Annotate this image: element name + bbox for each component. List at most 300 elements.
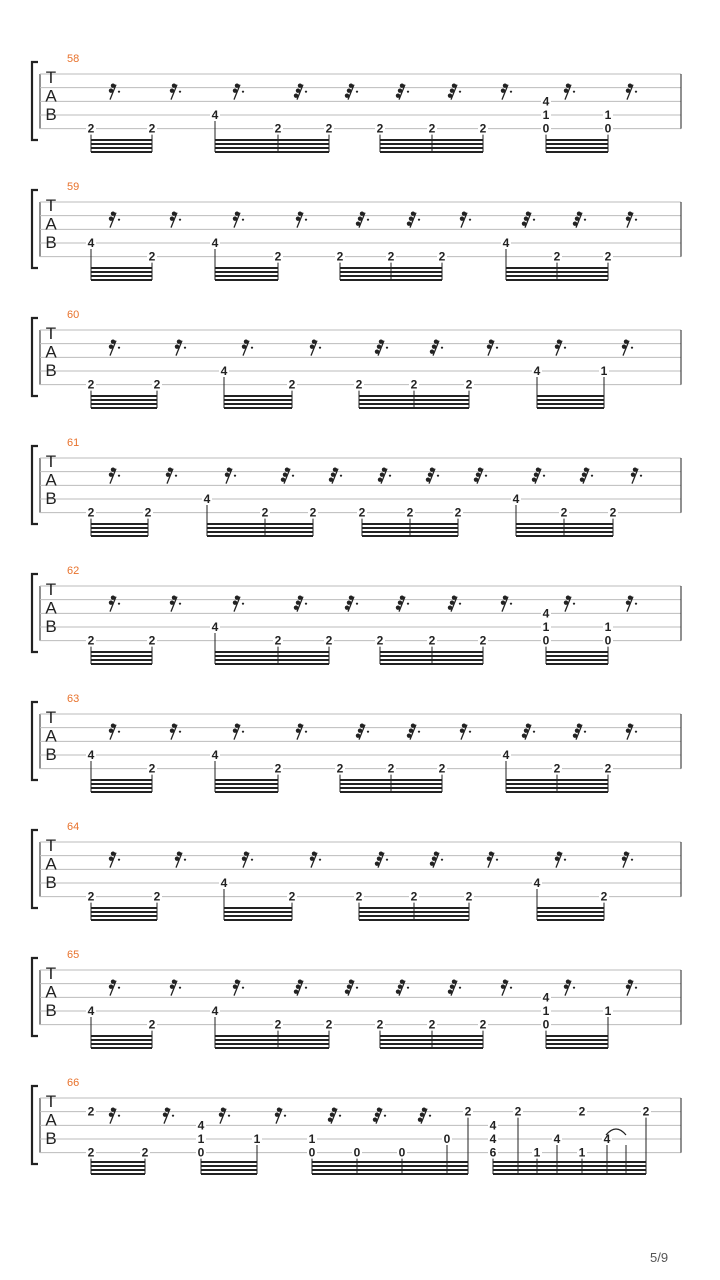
rest-augmentation-dot [242,219,244,221]
rest-augmentation-dot [118,603,120,605]
fret-number: 4 [220,364,228,379]
rest-augmentation-dot [564,347,566,349]
tab-system [32,949,681,1048]
fret-number: 2 [87,633,95,648]
rest-augmentation-dot [339,1115,341,1117]
fret-number: 2 [274,761,282,776]
rest-augmentation-dot [573,603,575,605]
rest-dot-head [522,221,526,225]
fret-number: 1 [197,1132,205,1147]
rest-augmentation-dot [635,603,637,605]
measure-number: 58 [67,53,80,65]
rest-augmentation-dot [284,1115,286,1117]
fret-number: 2 [387,761,395,776]
tab-clef-letter: B [45,361,57,380]
rest-augmentation-dot [485,475,487,477]
rest-augmentation-dot [386,347,388,349]
sixteenth-rest-icon [448,979,461,995]
fret-number: 4 [533,876,541,891]
measure-number: 65 [67,949,80,961]
fret-number: 1 [604,1004,612,1019]
fret-number: 2 [274,1017,282,1032]
rest-augmentation-dot [179,91,181,93]
rest-augmentation-dot [510,603,512,605]
system-brace-icon [32,190,38,268]
fret-number: 4 [553,1132,561,1147]
tab-clef-letter: T [45,324,57,343]
sixteenth-rest-icon [175,851,186,867]
rest-augmentation-dot [533,219,535,221]
rest-augmentation-dot [635,219,637,221]
measure-number: 64 [67,821,80,833]
sixteenth-rest-icon [109,595,120,611]
tab-clef-letter: T [45,964,57,983]
fret-number: 2 [376,1017,384,1032]
rest-augmentation-dot [305,731,307,733]
sixteenth-rest-icon [532,467,545,483]
fret-number: 0 [542,633,550,648]
sixteenth-rest-icon [294,83,307,99]
fret-number: 2 [464,1104,472,1119]
measure-number: 66 [67,1077,80,1089]
sixteenth-rest-icon [501,979,512,995]
rest-augmentation-dot [631,859,633,861]
fret-number: 4 [542,94,550,109]
tab-system [32,181,681,280]
fret-number: 2 [148,633,156,648]
tab-system [32,821,681,920]
rest-augmentation-dot [184,859,186,861]
fret-number: 4 [489,1118,497,1133]
rest-augmentation-dot [418,731,420,733]
rest-dot-head [375,349,379,353]
fret-number: 2 [604,249,612,264]
sixteenth-rest-icon [233,595,244,611]
rest-dot-head [294,605,298,609]
sixteenth-rest-icon [109,467,120,483]
sixteenth-rest-icon [622,851,633,867]
tab-clef-letter: A [45,1110,57,1130]
rest-augmentation-dot [118,475,120,477]
rest-augmentation-dot [573,91,575,93]
tab-clef-letter: T [45,708,57,727]
tab-clef-letter: T [45,196,57,215]
fret-number: 4 [542,990,550,1005]
rest-dot-head [378,477,382,481]
fret-number: 1 [604,620,612,635]
sixteenth-rest-icon [170,723,181,739]
sixteenth-rest-icon [109,723,120,739]
fret-number: 2 [465,377,473,392]
tab-clef-letter: A [45,470,57,490]
fret-number: 1 [542,108,550,123]
rest-augmentation-dot [407,987,409,989]
system-brace-icon [32,958,38,1036]
rest-dot-head [522,733,526,737]
rest-augmentation-dot [292,475,294,477]
fret-number: 2 [87,1104,95,1119]
tab-clef-letter: A [45,726,57,746]
sixteenth-rest-icon [294,979,307,995]
rest-augmentation-dot [437,475,439,477]
fret-number: 1 [308,1132,316,1147]
sixteenth-rest-icon [396,979,409,995]
rest-dot-head [329,477,333,481]
sixteenth-rest-icon [281,467,294,483]
tab-clef-letter: B [45,233,57,252]
rest-augmentation-dot [418,219,420,221]
fret-number: 2 [410,889,418,904]
rest-dot-head [426,477,430,481]
rest-augmentation-dot [184,347,186,349]
rest-dot-head [430,349,434,353]
tab-system [32,1077,681,1174]
sixteenth-rest-icon [373,1107,386,1123]
tab-clef-letter: A [45,598,57,618]
rest-augmentation-dot [179,987,181,989]
rest-dot-head [396,989,400,993]
fret-number: 4 [211,1004,219,1019]
sixteenth-rest-icon [175,339,186,355]
fret-number: 4 [87,236,95,251]
tab-clef-letter: B [45,105,57,124]
sixteenth-rest-icon [430,851,443,867]
fret-number: 0 [604,633,612,648]
tab-clef-letter: T [45,452,57,471]
sixteenth-rest-icon [626,83,637,99]
tab-clef-letter: B [45,1129,57,1148]
sixteenth-rest-icon [170,211,181,227]
measure-number: 63 [67,693,80,705]
sixteenth-rest-icon [233,979,244,995]
fret-number: 2 [274,121,282,136]
fret-number: 4 [211,748,219,763]
fret-number: 4 [211,108,219,123]
rest-dot-head [356,221,360,225]
fret-number: 2 [141,1145,149,1160]
sixteenth-rest-icon [407,723,420,739]
sixteenth-rest-icon [109,851,120,867]
fret-number: 4 [220,876,228,891]
rest-augmentation-dot [389,475,391,477]
fret-number: 2 [153,377,161,392]
fret-number: 2 [604,761,612,776]
sixteenth-rest-icon [328,1107,341,1123]
fret-number: 4 [203,492,211,507]
fret-number: 2 [87,377,95,392]
fret-number: 2 [376,121,384,136]
fret-number: 2 [553,249,561,264]
rest-augmentation-dot [533,731,535,733]
rest-augmentation-dot [407,91,409,93]
sixteenth-rest-icon [356,211,369,227]
rest-augmentation-dot [118,1115,120,1117]
rest-dot-head [294,989,298,993]
fret-number: 2 [87,121,95,136]
fret-number: 2 [336,249,344,264]
rest-augmentation-dot [242,987,244,989]
sixteenth-rest-icon [225,467,236,483]
sixteenth-rest-icon [109,1107,120,1123]
rest-augmentation-dot [305,91,307,93]
fret-number: 0 [308,1145,316,1160]
fret-number: 2 [428,1017,436,1032]
rest-augmentation-dot [175,475,177,477]
fret-number: 2 [288,377,296,392]
fret-number: 2 [479,633,487,648]
sixteenth-rest-icon [310,851,321,867]
sixteenth-rest-icon [626,211,637,227]
sixteenth-rest-icon [345,979,358,995]
sixteenth-rest-icon [163,1107,174,1123]
tab-clef-letter: T [45,580,57,599]
sixteenth-rest-icon [170,595,181,611]
sixteenth-rest-icon [631,467,642,483]
tab-clef-letter: A [45,86,57,106]
rest-dot-head [573,733,577,737]
fret-number: 2 [578,1104,586,1119]
fret-number: 4 [512,492,520,507]
rest-augmentation-dot [118,91,120,93]
fret-number: 2 [438,249,446,264]
fret-number: 4 [211,620,219,635]
rest-augmentation-dot [635,731,637,733]
fret-number: 2 [274,249,282,264]
fret-number: 2 [387,249,395,264]
rest-augmentation-dot [384,1115,386,1117]
tab-clef-letter: T [45,68,57,87]
sixteenth-rest-icon [430,339,443,355]
rest-augmentation-dot [242,91,244,93]
rest-augmentation-dot [118,859,120,861]
system-brace-icon [32,62,38,140]
rest-augmentation-dot [573,987,575,989]
fret-number: 2 [153,889,161,904]
fret-number: 4 [87,1004,95,1019]
rest-augmentation-dot [635,91,637,93]
fret-number: 2 [288,889,296,904]
fret-number: 2 [358,505,366,520]
rest-dot-head [407,733,411,737]
rest-augmentation-dot [429,1115,431,1117]
fret-number: 0 [398,1145,406,1160]
fret-number: 2 [148,761,156,776]
fret-number: 2 [438,761,446,776]
sixteenth-rest-icon [564,83,575,99]
fret-number: 2 [428,121,436,136]
rest-augmentation-dot [386,859,388,861]
system-brace-icon [32,318,38,396]
fret-number: 4 [502,236,510,251]
rest-dot-head [407,221,411,225]
sixteenth-rest-icon [626,595,637,611]
rest-augmentation-dot [118,219,120,221]
fret-number: 1 [604,108,612,123]
rest-augmentation-dot [118,987,120,989]
fret-number: 1 [578,1145,586,1160]
rest-augmentation-dot [179,219,181,221]
rest-augmentation-dot [510,91,512,93]
rest-dot-head [396,605,400,609]
sixteenth-rest-icon [573,211,586,227]
fret-number: 0 [443,1132,451,1147]
sixteenth-rest-icon [109,83,120,99]
fret-number: 4 [533,364,541,379]
rest-augmentation-dot [319,347,321,349]
rest-dot-head [345,93,349,97]
sixteenth-rest-icon [242,339,253,355]
sixteenth-rest-icon [474,467,487,483]
rest-augmentation-dot [340,475,342,477]
rest-augmentation-dot [496,347,498,349]
tab-system [32,565,681,664]
sixteenth-rest-icon [345,83,358,99]
sixteenth-rest-icon [329,467,342,483]
tab-system [32,53,681,152]
rest-augmentation-dot [591,475,593,477]
fret-number: 0 [542,121,550,136]
rest-augmentation-dot [305,603,307,605]
tab-clef-letter: A [45,214,57,234]
fret-number: 2 [148,1017,156,1032]
system-brace-icon [32,830,38,908]
rest-augmentation-dot [172,1115,174,1117]
fret-number: 1 [533,1145,541,1160]
fret-number: 2 [376,633,384,648]
sixteenth-rest-icon [233,723,244,739]
rest-dot-head [294,93,298,97]
sixteenth-rest-icon [626,723,637,739]
tab-clef-letter: A [45,854,57,874]
rest-augmentation-dot [242,603,244,605]
rest-augmentation-dot [459,987,461,989]
sixteenth-rest-icon [375,851,388,867]
sixteenth-rest-icon [622,339,633,355]
rest-augmentation-dot [179,731,181,733]
sixteenth-rest-icon [396,83,409,99]
tab-clef-letter: B [45,873,57,892]
fret-number: 2 [261,505,269,520]
fret-number: 2 [148,249,156,264]
rest-augmentation-dot [228,1115,230,1117]
sixteenth-rest-icon [564,979,575,995]
tab-clef-letter: B [45,489,57,508]
rest-augmentation-dot [469,731,471,733]
fret-number: 2 [325,121,333,136]
tab-system [32,309,681,408]
sixteenth-rest-icon [233,211,244,227]
fret-number: 2 [465,889,473,904]
rest-augmentation-dot [356,91,358,93]
fret-number: 2 [406,505,414,520]
rest-dot-head [474,477,478,481]
rest-dot-head [418,1117,422,1121]
rest-dot-head [580,477,584,481]
fret-number: 2 [553,761,561,776]
rest-augmentation-dot [251,859,253,861]
sixteenth-rest-icon [448,595,461,611]
fret-number: 1 [542,1004,550,1019]
sixteenth-rest-icon [170,979,181,995]
rest-augmentation-dot [356,603,358,605]
rest-augmentation-dot [564,859,566,861]
sixteenth-rest-icon [356,723,369,739]
rest-augmentation-dot [179,603,181,605]
fret-number: 2 [454,505,462,520]
fret-number: 2 [479,1017,487,1032]
fret-number: 4 [502,748,510,763]
fret-number: 2 [325,1017,333,1032]
rest-augmentation-dot [356,987,358,989]
sixteenth-rest-icon [501,83,512,99]
rest-dot-head [328,1117,332,1121]
fret-number: 0 [197,1145,205,1160]
rest-augmentation-dot [118,347,120,349]
sixteenth-rest-icon [296,211,307,227]
rest-augmentation-dot [305,219,307,221]
rest-augmentation-dot [631,347,633,349]
rest-dot-head [345,989,349,993]
sixteenth-rest-icon [448,83,461,99]
rest-dot-head [448,605,452,609]
fret-number: 4 [211,236,219,251]
tab-clef-letter: A [45,982,57,1002]
rest-dot-head [532,477,536,481]
fret-number: 2 [514,1104,522,1119]
sixteenth-rest-icon [396,595,409,611]
measure-number: 60 [67,309,80,321]
rest-augmentation-dot [510,987,512,989]
tab-clef-letter: A [45,342,57,362]
page-number: 5/9 [650,1250,669,1265]
fret-number: 2 [325,633,333,648]
sixteenth-rest-icon [109,339,120,355]
rest-dot-head [356,733,360,737]
fret-number: 2 [355,889,363,904]
rest-augmentation-dot [640,475,642,477]
fret-number: 1 [253,1132,261,1147]
sixteenth-rest-icon [555,339,566,355]
sixteenth-rest-icon [310,339,321,355]
fret-number: 2 [410,377,418,392]
tab-clef-letter: T [45,836,57,855]
sixteenth-rest-icon [166,467,177,483]
rest-augmentation-dot [367,219,369,221]
sixteenth-rest-icon [219,1107,230,1123]
sixteenth-rest-icon [345,595,358,611]
rest-augmentation-dot [543,475,545,477]
sixteenth-rest-icon [573,723,586,739]
rest-dot-head [448,989,452,993]
tab-clef-letter: B [45,745,57,764]
rest-augmentation-dot [584,731,586,733]
rest-augmentation-dot [441,859,443,861]
rest-augmentation-dot [469,219,471,221]
tab-clef-letter: B [45,1001,57,1020]
system-brace-icon [32,1086,38,1164]
fret-number: 2 [309,505,317,520]
fret-number: 2 [274,633,282,648]
fret-number: 4 [489,1132,497,1147]
sixteenth-rest-icon [275,1107,286,1123]
fret-number: 4 [87,748,95,763]
sixteenth-rest-icon [109,979,120,995]
sixteenth-rest-icon [294,595,307,611]
sixteenth-rest-icon [426,467,439,483]
sixteenth-rest-icon [626,979,637,995]
fret-number: 4 [197,1118,205,1133]
rest-augmentation-dot [305,987,307,989]
